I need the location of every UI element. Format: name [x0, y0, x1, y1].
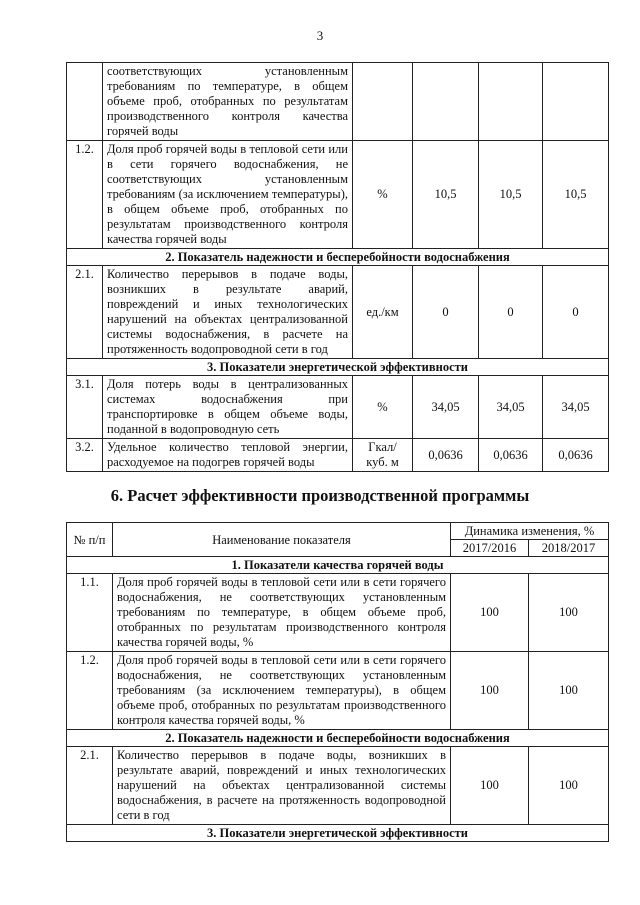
col-header-year1: 2017/2016 — [451, 540, 529, 557]
col-header-dynamics: Динамика изменения, % — [451, 523, 609, 540]
row-number — [67, 63, 103, 141]
value-cell: 0 — [479, 266, 543, 359]
value-cell — [543, 63, 609, 141]
value-cell: 100 — [451, 652, 529, 730]
section-title: 6. Расчет эффективности производственной программы — [110, 486, 530, 505]
row-number: 1.2. — [67, 141, 103, 249]
value-cell: 100 — [529, 574, 609, 652]
value-cell: 34,05 — [543, 376, 609, 439]
section-row — [67, 557, 609, 574]
unit: Гкал/ куб. м — [353, 439, 413, 472]
col-header-year2: 2018/2017 — [529, 540, 609, 557]
value-cell: 34,05 — [479, 376, 543, 439]
section-row — [67, 359, 609, 376]
value-cell: 100 — [451, 747, 529, 825]
section-row — [67, 730, 609, 747]
table-row — [67, 574, 609, 652]
table-row — [67, 63, 609, 141]
value-cell: 34,05 — [413, 376, 479, 439]
col-header-num: № п/п — [67, 523, 113, 557]
page-number: 3 — [316, 28, 324, 43]
unit: % — [353, 376, 413, 439]
value-cell: 10,5 — [479, 141, 543, 249]
indicator-name: Доля проб горячей воды в тепловой сети или в сети горячего водоснабжения, не соответствующих установленным требованиям (за исключением температуры), в общем объеме проб, отобранных по результатам производственного контроля качества горячей воды — [103, 141, 353, 249]
value-cell: 0 — [413, 266, 479, 359]
section-header: 2. Показатель надежности и бесперебойности водоснабжения — [67, 249, 609, 266]
section-row — [67, 249, 609, 266]
row-number: 2.1. — [67, 266, 103, 359]
value-cell — [413, 63, 479, 141]
section-header: 3. Показатели энергетической эффективности — [67, 359, 609, 376]
indicator-name: Количество перерывов в подаче воды, возникших в результате аварий, повреждений и иных технологических нарушений на объектах централизованной системы водоснабжения, в расчете на протяженность водопроводной сети в год — [103, 266, 353, 359]
unit: % — [353, 141, 413, 249]
table-row — [67, 266, 609, 359]
value-cell: 100 — [529, 652, 609, 730]
table-row — [67, 141, 609, 249]
indicator-name: Доля проб горячей воды в тепловой сети или в сети горячего водоснабжения, не соответствующих установленным требованиям (за исключением температуры), в общем объеме проб, отобранных по результатам производственного контроля качества горячей воды, % — [113, 652, 451, 730]
row-number: 2.1. — [67, 747, 113, 825]
indicator-name: Доля проб горячей воды в тепловой сети или в сети горячего водоснабжения, не соответствующих установленным требованиям по температуре, в общем объеме проб, отобранных по результатам производственного контроля качества горячей воды, % — [113, 574, 451, 652]
value-cell: 0,0636 — [413, 439, 479, 472]
indicator-name: соответствующих установленным требованиям по температуре, в общем объеме проб, отобранных по результатам производственного контроля качества горячей воды — [103, 63, 353, 141]
section-header: 3. Показатели энергетической эффективности — [67, 825, 609, 842]
value-cell: 0,0636 — [479, 439, 543, 472]
section-header: 2. Показатель надежности и бесперебойности водоснабжения — [67, 730, 609, 747]
section-row — [67, 825, 609, 842]
indicator-name: Доля потерь воды в централизованных системах водоснабжения при транспортировке в общем объеме воды, поданной в водопроводную сеть — [103, 376, 353, 439]
row-number: 1.1. — [67, 574, 113, 652]
indicator-name: Удельное количество тепловой энергии, расходуемое на подогрев горячей воды — [103, 439, 353, 472]
table-row — [67, 376, 609, 439]
value-cell: 0,0636 — [543, 439, 609, 472]
unit: ед./км — [353, 266, 413, 359]
row-number: 3.1. — [67, 376, 103, 439]
value-cell: 10,5 — [543, 141, 609, 249]
indicator-name: Количество перерывов в подаче воды, возникших в результате аварий, повреждений и иных технологических нарушений на объектах централизованной системы водоснабжения, в расчете на протяженность водопроводной сети в год — [113, 747, 451, 825]
unit — [353, 63, 413, 141]
efficiency-table — [66, 522, 609, 842]
col-header-name: Наименование показателя — [113, 523, 451, 557]
table-row — [67, 439, 609, 472]
indicators-table — [66, 62, 609, 472]
row-number: 1.2. — [67, 652, 113, 730]
value-cell: 0 — [543, 266, 609, 359]
value-cell — [479, 63, 543, 141]
table-row — [67, 747, 609, 825]
section-header: 1. Показатели качества горячей воды — [67, 557, 609, 574]
table-row — [67, 652, 609, 730]
value-cell: 10,5 — [413, 141, 479, 249]
row-number: 3.2. — [67, 439, 103, 472]
value-cell: 100 — [451, 574, 529, 652]
value-cell: 100 — [529, 747, 609, 825]
